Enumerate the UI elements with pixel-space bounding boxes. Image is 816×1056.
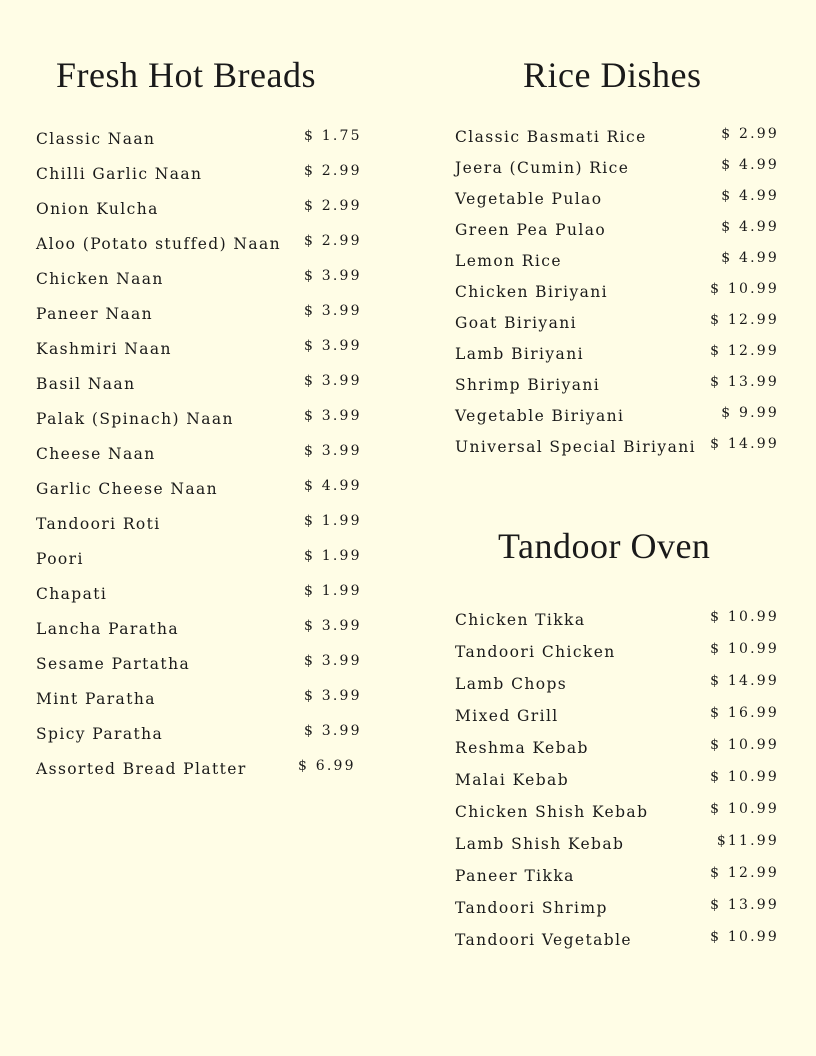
menu-item bbox=[36, 689, 366, 724]
menu-item-name: Vegetable Pulao bbox=[455, 190, 603, 208]
menu-item-name: Basil Naan bbox=[36, 375, 136, 393]
menu-item-price: $ 3.99 bbox=[304, 303, 362, 319]
menu-item-name: Onion Kulcha bbox=[36, 200, 159, 218]
menu-item bbox=[455, 898, 785, 930]
menu-item-name: Spicy Paratha bbox=[36, 725, 164, 743]
menu-item-name: Tandoori Shrimp bbox=[455, 899, 608, 917]
menu-item-price: $ 2.99 bbox=[304, 198, 362, 214]
menu-item-name: Shrimp Biriyani bbox=[455, 376, 601, 394]
tandoor-section-title: Tandoor Oven bbox=[498, 526, 711, 566]
menu-item bbox=[36, 409, 366, 444]
menu-item-price: $ 3.99 bbox=[304, 338, 362, 354]
menu-item bbox=[455, 437, 785, 468]
menu-item-price: $ 10.99 bbox=[710, 281, 779, 297]
menu-item-price: $ 3.99 bbox=[304, 443, 362, 459]
menu-item-price: $ 3.99 bbox=[304, 688, 362, 704]
menu-item bbox=[36, 234, 366, 269]
menu-item-name: Paneer Tikka bbox=[455, 867, 575, 885]
menu-item-name: Lamb Shish Kebab bbox=[455, 835, 625, 853]
menu-item bbox=[455, 738, 785, 770]
menu-item-price: $ 2.99 bbox=[304, 163, 362, 179]
menu-item-price: $ 12.99 bbox=[710, 865, 779, 881]
menu-item-price: $ 14.99 bbox=[710, 673, 779, 689]
menu-item-name: Chicken Biriyani bbox=[455, 283, 609, 301]
menu-item-price: $ 13.99 bbox=[710, 897, 779, 913]
menu-item bbox=[455, 189, 785, 220]
menu-item bbox=[36, 549, 366, 584]
menu-item-price: $ 10.99 bbox=[710, 737, 779, 753]
menu-item bbox=[455, 610, 785, 642]
breads-section-title: Fresh Hot Breads bbox=[56, 55, 316, 95]
menu-item-price: $ 14.99 bbox=[710, 436, 779, 452]
menu-item-price: $ 4.99 bbox=[721, 188, 779, 204]
menu-item bbox=[36, 164, 366, 199]
menu-item bbox=[36, 444, 366, 479]
menu-item-name: Chilli Garlic Naan bbox=[36, 165, 203, 183]
menu-item-name: Palak (Spinach) Naan bbox=[36, 410, 234, 428]
menu-item-name: Universal Special Biriyani bbox=[455, 438, 696, 456]
menu-item-price: $ 4.99 bbox=[304, 478, 362, 494]
menu-item-price: $ 16.99 bbox=[710, 705, 779, 721]
menu-item bbox=[36, 654, 366, 689]
menu-item-price: $ 3.99 bbox=[304, 373, 362, 389]
menu-item bbox=[36, 584, 366, 619]
menu-item-price: $ 3.99 bbox=[304, 408, 362, 424]
rice-menu-list bbox=[455, 127, 785, 468]
menu-item-name: Lamb Biriyani bbox=[455, 345, 584, 363]
menu-item bbox=[455, 866, 785, 898]
menu-item-price: $ 2.99 bbox=[304, 233, 362, 249]
menu-item-name: Kashmiri Naan bbox=[36, 340, 172, 358]
menu-item-price: $ 2.99 bbox=[721, 126, 779, 142]
menu-item bbox=[36, 374, 366, 409]
breads-menu-list bbox=[36, 129, 366, 794]
menu-item-price: $11.99 bbox=[716, 833, 779, 849]
menu-item-price: $ 12.99 bbox=[710, 312, 779, 328]
menu-item-name: Jeera (Cumin) Rice bbox=[455, 159, 630, 177]
menu-item bbox=[36, 619, 366, 654]
menu-item-name: Lamb Chops bbox=[455, 675, 568, 693]
tandoor-menu-list bbox=[455, 610, 785, 962]
menu-item-name: Cheese Naan bbox=[36, 445, 156, 463]
menu-item-name: Vegetable Biriyani bbox=[455, 407, 625, 425]
menu-item-name: Green Pea Pulao bbox=[455, 221, 607, 239]
menu-item bbox=[455, 930, 785, 962]
menu-item bbox=[36, 724, 366, 759]
menu-item-price: $ 4.99 bbox=[721, 157, 779, 173]
menu-item-price: $ 13.99 bbox=[710, 374, 779, 390]
menu-item-price: $ 9.99 bbox=[721, 405, 779, 421]
menu-item bbox=[36, 129, 366, 164]
menu-item-price: $ 12.99 bbox=[710, 343, 779, 359]
menu-item-price: $ 3.99 bbox=[304, 653, 362, 669]
menu-item-name: Tandoori Roti bbox=[36, 515, 161, 533]
menu-item bbox=[455, 802, 785, 834]
menu-item-name: Chapati bbox=[36, 585, 108, 603]
menu-item bbox=[36, 479, 366, 514]
menu-item-name: Classic Naan bbox=[36, 130, 156, 148]
menu-item-price: $ 10.99 bbox=[710, 801, 779, 817]
menu-item bbox=[455, 706, 785, 738]
menu-item-price: $ 10.99 bbox=[710, 609, 779, 625]
menu-item bbox=[36, 514, 366, 549]
menu-item bbox=[455, 158, 785, 189]
menu-item-price: $ 4.99 bbox=[721, 250, 779, 266]
menu-item-name: Sesame Partatha bbox=[36, 655, 191, 673]
menu-item bbox=[455, 406, 785, 437]
menu-item bbox=[455, 770, 785, 802]
menu-item-price: $ 1.75 bbox=[304, 128, 362, 144]
rice-section-title: Rice Dishes bbox=[523, 55, 702, 95]
menu-item-name: Tandoori Chicken bbox=[455, 643, 616, 661]
menu-item bbox=[36, 304, 366, 339]
menu-item-name: Classic Basmati Rice bbox=[455, 128, 647, 146]
menu-item-name: Chicken Shish Kebab bbox=[455, 803, 649, 821]
menu-item-name: Goat Biriyani bbox=[455, 314, 577, 332]
menu-item-name: Reshma Kebab bbox=[455, 739, 589, 757]
menu-item-name: Poori bbox=[36, 550, 84, 568]
menu-item bbox=[36, 759, 366, 794]
menu-item-name: Chicken Naan bbox=[36, 270, 164, 288]
menu-item bbox=[455, 282, 785, 313]
menu-item-name: Lemon Rice bbox=[455, 252, 562, 270]
menu-item bbox=[455, 127, 785, 158]
menu-item-price: $ 10.99 bbox=[710, 641, 779, 657]
menu-item-price: $ 3.99 bbox=[304, 268, 362, 284]
menu-item-name: Aloo (Potato stuffed) Naan bbox=[36, 235, 282, 253]
menu-item bbox=[455, 834, 785, 866]
menu-item bbox=[455, 251, 785, 282]
menu-item bbox=[36, 339, 366, 374]
menu-item-name: Assorted Bread Platter bbox=[36, 760, 247, 778]
menu-item-price: $ 10.99 bbox=[710, 929, 779, 945]
menu-item-price: $ 3.99 bbox=[304, 723, 362, 739]
menu-item-name: Mixed Grill bbox=[455, 707, 559, 725]
menu-item-price: $ 6.99 bbox=[298, 758, 356, 774]
menu-item bbox=[36, 269, 366, 304]
menu-item-price: $ 3.99 bbox=[304, 618, 362, 634]
menu-item-price: $ 1.99 bbox=[304, 548, 362, 564]
menu-item-price: $ 10.99 bbox=[710, 769, 779, 785]
menu-item-name: Chicken Tikka bbox=[455, 611, 586, 629]
menu-item-price: $ 1.99 bbox=[304, 513, 362, 529]
menu-item bbox=[455, 220, 785, 251]
menu-item bbox=[36, 199, 366, 234]
menu-item bbox=[455, 344, 785, 375]
menu-item bbox=[455, 674, 785, 706]
menu-item-price: $ 4.99 bbox=[721, 219, 779, 235]
menu-item-price: $ 1.99 bbox=[304, 583, 362, 599]
menu-item bbox=[455, 375, 785, 406]
menu-item-name: Malai Kebab bbox=[455, 771, 570, 789]
menu-item-name: Garlic Cheese Naan bbox=[36, 480, 219, 498]
menu-item-name: Lancha Paratha bbox=[36, 620, 180, 638]
menu-item-name: Mint Paratha bbox=[36, 690, 156, 708]
menu-item bbox=[455, 313, 785, 344]
menu-item bbox=[455, 642, 785, 674]
menu-item-name: Paneer Naan bbox=[36, 305, 154, 323]
menu-item-name: Tandoori Vegetable bbox=[455, 931, 632, 949]
